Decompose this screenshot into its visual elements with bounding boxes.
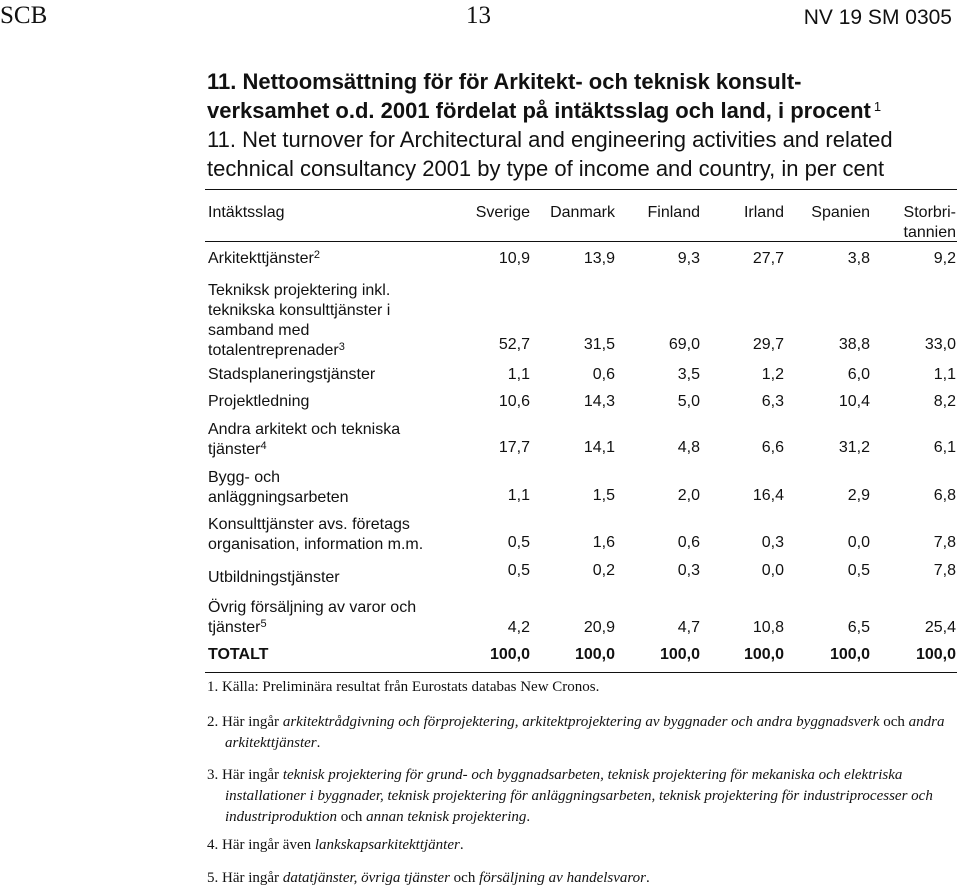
table-cell: 7,8: [933, 534, 956, 551]
table-header-rule: [205, 241, 957, 242]
footnote-1: 1. Källa: Preliminära resultat från Eurostats databas New Cronos.: [207, 679, 600, 695]
column-header-sverige: Sverige: [475, 204, 530, 221]
table-cell: 4,8: [677, 439, 700, 456]
table-cell: 10,6: [498, 393, 530, 410]
page-number: 13: [466, 2, 491, 29]
table-cell: 16,4: [752, 487, 784, 504]
column-header-storbritannien: Storbri- tannien: [903, 204, 956, 241]
row-label: [208, 420, 438, 460]
table-cell: 27,7: [752, 250, 784, 267]
footnote-2-italic-1: arkitektrådgivning och förprojektering, arkitektprojektering av byggnader och andra byggnadsverk: [282, 714, 880, 730]
row-footnote-ref: 3: [338, 341, 345, 353]
table-title-swedish: [207, 67, 947, 125]
row-label-text: TOTALT: [208, 646, 269, 663]
row-label-text: Projektledning: [208, 393, 310, 410]
footnote-5-italic-1: datatjänster, övriga tjänster: [282, 870, 450, 886]
table-cell: 3,5: [677, 366, 700, 383]
row-label-text: Konsulttjänster avs. företags organisation, information m.m.: [208, 516, 424, 553]
row-label: [208, 645, 468, 665]
table-cell: 100,0: [574, 646, 615, 663]
table-cell: 100,0: [489, 646, 530, 663]
footnote-3-italic-1: teknisk projektering för grund- och byggnadsarbeten, teknisk projektering för mekaniska och elektriska installationer i byggnader, teknisk projektering för anläggningsarbeten, teknisk projektering för industriprocesser och industriproduktion: [225, 767, 933, 825]
footnote-5-italic-2: försäljning av handelsvaror: [479, 870, 647, 886]
table-cell: 0,0: [847, 534, 870, 551]
column-header-finland: Finland: [647, 204, 700, 221]
table-cell: 0,5: [507, 562, 530, 579]
table-cell: 6,3: [761, 393, 784, 410]
table-cell: 9,3: [677, 250, 700, 267]
table-cell: 0,3: [677, 562, 700, 579]
row-label-text: Andra arkitekt och tekniska tjänster: [208, 421, 401, 458]
table-cell: 13,9: [583, 250, 615, 267]
row-label: [208, 281, 423, 361]
footnote-5-end: .: [646, 870, 650, 886]
column-header-irland: Irland: [743, 204, 784, 221]
table-cell: 5,0: [677, 393, 700, 410]
footnote-3: [207, 765, 960, 828]
footnote-5: [207, 868, 960, 889]
footnote-3-end: .: [526, 809, 531, 825]
table-cell: 100,0: [743, 646, 784, 663]
footnote-3-mid: och: [336, 809, 367, 825]
table-cell: 31,5: [583, 336, 615, 353]
footnote-5-mid: och: [449, 870, 480, 886]
table-cell: 0,6: [592, 366, 615, 383]
table-cell: 3,8: [847, 250, 870, 267]
table-cell: 0,2: [592, 562, 615, 579]
table-cell: 8,2: [933, 393, 956, 410]
table-cell: 69,0: [668, 336, 700, 353]
header-publisher: SCB: [0, 2, 48, 29]
table-cell: 38,8: [838, 336, 870, 353]
table-cell: 31,2: [838, 439, 870, 456]
row-label: [208, 598, 443, 638]
table-cell: 0,5: [847, 562, 870, 579]
footnote-5-pre: 5. Här ingår: [207, 870, 283, 886]
row-label: [208, 515, 468, 555]
footnote-2-mid: och: [879, 714, 909, 730]
footnote-4-pre: 4. Här ingår även: [207, 837, 315, 853]
row-label-text: Övrig försäljning av varor och tjänster: [208, 599, 417, 636]
row-label: [208, 468, 383, 508]
row-label: [208, 392, 468, 412]
column-header-danmark: Danmark: [550, 204, 615, 221]
table-cell: 6,5: [847, 619, 870, 636]
row-label: [208, 365, 468, 385]
table-cell: 4,2: [507, 619, 530, 636]
table-cell: 0,5: [507, 534, 530, 551]
table-cell: 10,4: [838, 393, 870, 410]
table-cell: 52,7: [498, 336, 530, 353]
table-cell: 10,8: [752, 619, 784, 636]
table-cell: 25,4: [924, 619, 956, 636]
table-cell: 33,0: [924, 336, 956, 353]
row-label-text: Stadsplaneringstjänster: [208, 366, 376, 383]
table-top-rule: [205, 189, 957, 190]
row-header: Intäktsslag: [208, 204, 285, 221]
footnote-4: [207, 835, 960, 856]
table-cell: 6,8: [933, 487, 956, 504]
footnote-4-italic-1: lankskapsarkitekttjänter: [314, 837, 460, 853]
table-cell: 4,7: [677, 619, 700, 636]
table-cell: 2,9: [847, 487, 870, 504]
title-footnote-ref: 1: [873, 99, 882, 114]
table-cell: 14,1: [583, 439, 615, 456]
table-cell: 17,7: [498, 439, 530, 456]
table-cell: 10,9: [498, 250, 530, 267]
table-cell: 0,6: [677, 534, 700, 551]
row-label-text: Bygg- och anläggningsarbeten: [208, 469, 349, 506]
table-cell: 100,0: [659, 646, 700, 663]
footnote-3-italic-2: annan teknisk projektering: [366, 809, 527, 825]
footnote-2-italic-2: andra arkitekttjänster: [225, 714, 945, 751]
table-cell: 0,3: [761, 534, 784, 551]
row-label-text: Tekniksk projektering inkl. teknikska konsulttjänster i samband med totalentreprenader: [208, 282, 391, 359]
table-cell: 1,6: [592, 534, 615, 551]
table-cell: 1,1: [933, 366, 956, 383]
table-cell: 14,3: [583, 393, 615, 410]
row-label: [208, 568, 468, 588]
footnote-2-pre: 2. Här ingår: [207, 714, 283, 730]
table-cell: 6,6: [761, 439, 784, 456]
table-title-swedish-text: 11. Nettoomsättning för för Arkitekt- och teknisk konsult- verksamhet o.d. 2001 fördelat på intäktsslag och land, i procent: [207, 69, 871, 123]
column-header-spanien: Spanien: [811, 204, 870, 221]
table-cell: 1,1: [507, 366, 530, 383]
row-footnote-ref: 2: [313, 249, 320, 261]
footnote-4-end: .: [459, 837, 464, 853]
table-cell: 6,1: [933, 439, 956, 456]
table-title-english: 11. Net turnover for Architectural and engineering activities and related technical consultancy 2001 by type of income and country, in per cent: [207, 127, 893, 181]
table-bottom-rule: [205, 672, 957, 673]
footnote-2: [207, 712, 960, 754]
table-cell: 0,0: [761, 562, 784, 579]
table-cell: 6,0: [847, 366, 870, 383]
footnote-2-end: .: [316, 735, 321, 751]
table-cell: 20,9: [583, 619, 615, 636]
table-cell: 7,8: [933, 562, 956, 579]
table-cell: 1,2: [761, 366, 784, 383]
table-cell: 1,1: [507, 487, 530, 504]
series-code: NV 19 SM 0305: [803, 6, 952, 29]
table-cell: 100,0: [915, 646, 956, 663]
row-footnote-ref: 5: [260, 618, 267, 630]
footnote-3-pre: 3. Här ingår: [207, 767, 283, 783]
row-label: [208, 249, 348, 269]
table-cell: 9,2: [933, 250, 956, 267]
table-cell: 2,0: [677, 487, 700, 504]
row-footnote-ref: 4: [260, 440, 267, 452]
table-cell: 1,5: [592, 487, 615, 504]
table-cell: 29,7: [752, 336, 784, 353]
table-cell: 100,0: [829, 646, 870, 663]
row-label-text: Utbildningstjänster: [208, 569, 340, 586]
row-label-text: Arkitekttjänster: [208, 250, 314, 267]
